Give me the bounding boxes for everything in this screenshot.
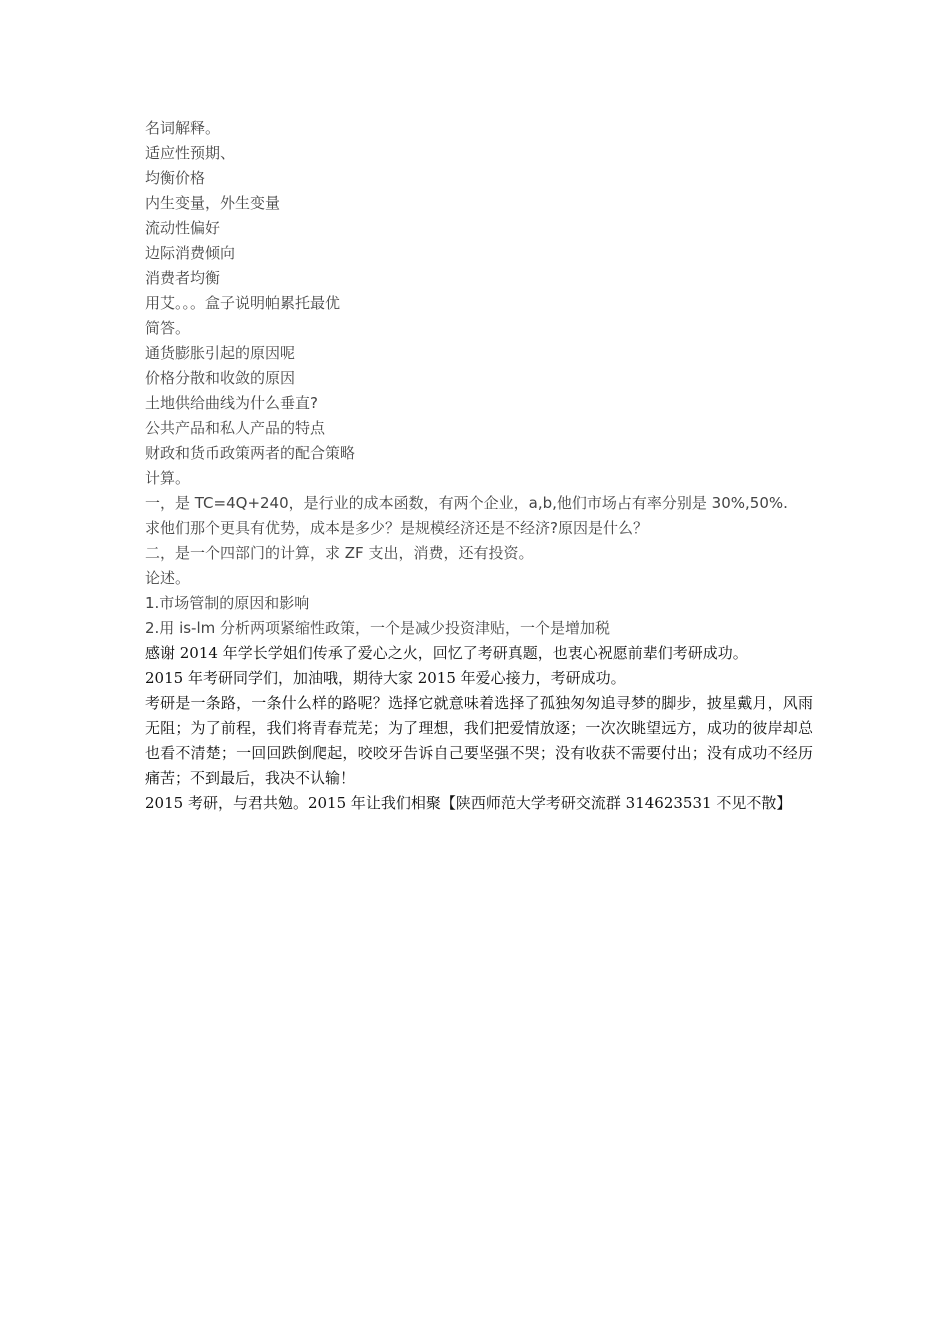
term-item: 消费者均衡 (145, 269, 221, 287)
essay-heading: 论述。 (145, 569, 191, 587)
term-item: 适应性预期、 (145, 144, 236, 162)
group-line: 2015 考研，与君共勉。2015 年让我们相聚【陕西师范大学考研交流群 314623531 不见不散】 (145, 794, 792, 812)
term-item: 均衡价格 (145, 169, 206, 187)
essay-item: 2.用 is-lm 分析两项紧缩性政策，一个是减少投资津贴，一个是增加税 (145, 619, 611, 637)
short-answer-heading: 简答。 (145, 319, 191, 337)
short-answer-item: 公共产品和私人产品的特点 (145, 419, 326, 437)
short-answer-item: 价格分散和收敛的原因 (145, 369, 296, 387)
essay-item: 1.市场管制的原因和影响 (145, 594, 310, 612)
thanks-line: 感谢 2014 年学长学姐们传承了爱心之火，回忆了考研真题，也衷心祝愿前辈们考研成功。 (145, 644, 748, 662)
terms-heading: 名词解释。 (145, 119, 221, 137)
short-answer-item: 土地供给曲线为什么垂直? (145, 394, 318, 412)
term-item: 边际消费倾向 (145, 244, 236, 262)
term-item: 用艾。。。盒子说明帕累托最优 (145, 294, 341, 312)
calculation-item: 求他们那个更具有优势，成本是多少？是规模经济还是不经济?原因是什么？ (145, 519, 648, 537)
thanks-line: 2015 年考研同学们，加油哦，期待大家 2015 年爱心接力，考研成功。 (145, 669, 626, 687)
calculation-item: 一，是 TC=4Q+240，是行业的成本函数，有两个企业，a,b,他们市场占有率分别是 30%,50%. (145, 494, 788, 512)
short-answer-item: 通货膨胀引起的原因呢 (145, 344, 296, 362)
document-body (145, 116, 813, 816)
term-item: 内生变量，外生变量 (145, 194, 281, 212)
term-item: 流动性偏好 (145, 219, 221, 237)
motto-paragraph: 考研是一条路，一条什么样的路呢？选择它就意味着选择了孤独匆匆追寻梦的脚步，披星戴月，风雨无阻；为了前程，我们将青春荒芜；为了理想，我们把爱情放逐；一次次眺望远方，成功的彼岸却总也看不清楚；一回回跌倒爬起，咬咬牙告诉自己要坚强不哭；没有收获不需要付出；没有成功不经历痛苦；不到最后，我决不认输！ (145, 694, 813, 787)
calculation-heading: 计算。 (145, 469, 191, 487)
calculation-item: 二，是一个四部门的计算，求 ZF 支出，消费，还有投资。 (145, 544, 534, 562)
short-answer-item: 财政和货币政策两者的配合策略 (145, 444, 356, 462)
